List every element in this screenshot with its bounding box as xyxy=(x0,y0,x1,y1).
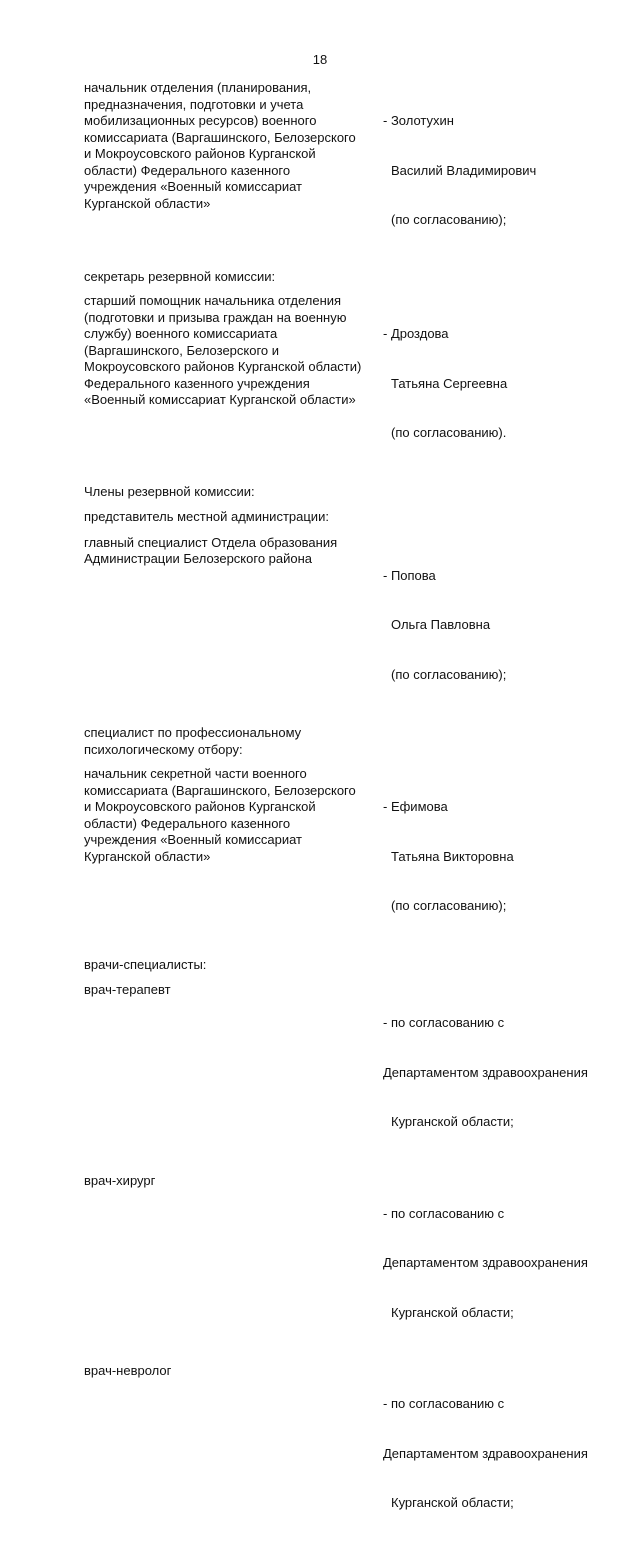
person-name xyxy=(383,535,506,717)
member-entry xyxy=(84,80,614,262)
text-line: врач-невролог xyxy=(84,1363,172,1378)
text-line: Курганской области; xyxy=(391,1304,514,1320)
text-line: службу) военного комиссариата xyxy=(84,326,278,341)
text-line: (по согласованию). xyxy=(391,425,507,440)
text-line: «Военный комиссариат Курганской области» xyxy=(84,392,356,407)
text-line: Татьяна Сергеевна xyxy=(391,375,508,391)
text-line: начальник секретной части военного xyxy=(84,766,307,781)
document-body xyxy=(84,80,614,1545)
member-entry xyxy=(84,293,614,475)
position-description xyxy=(84,1363,383,1545)
text-line: - по согласованию с xyxy=(383,1015,505,1030)
section-heading: врачи-специалисты: xyxy=(84,956,207,972)
page-number: 18 xyxy=(312,52,328,67)
position-description xyxy=(84,766,383,948)
text-line: Мокроусовского районов Курганской области) xyxy=(84,359,362,374)
member-entry xyxy=(84,1363,614,1545)
section-heading xyxy=(84,725,614,758)
text-line: Ольга Павловна xyxy=(391,617,491,632)
position-description xyxy=(84,982,383,1164)
member-entry xyxy=(84,766,614,948)
text-line: учреждения «Военный комиссариат xyxy=(84,179,303,194)
text-line: - по согласованию с xyxy=(383,1396,505,1411)
text-line: Департаментом здравоохранения xyxy=(383,1445,588,1461)
text-line: Василий Владимирович xyxy=(391,162,537,178)
text-line: (по согласованию); xyxy=(391,666,507,682)
text-line: - Дроздова xyxy=(383,326,449,341)
text-line: - Ефимова xyxy=(383,799,448,814)
text-line: предназначения, подготовки и учета xyxy=(84,96,304,112)
text-line: Курганской области» xyxy=(84,848,211,864)
member-entry xyxy=(84,535,614,717)
text-line: врач-терапевт xyxy=(84,982,171,997)
text-line: специалист по профессиональному xyxy=(84,725,302,740)
text-line: (по согласованию); xyxy=(391,212,507,227)
text-line: - Золотухин xyxy=(383,113,454,128)
text-line: Курганской области» xyxy=(84,195,211,211)
text-line: области) Федерального казенного xyxy=(84,815,291,831)
text-line: Департаментом здравоохранения xyxy=(383,1064,588,1080)
section-heading: представитель местной администрации: xyxy=(84,509,329,524)
position-description xyxy=(84,293,383,475)
text-line: области) Федерального казенного xyxy=(84,162,291,178)
text-line: Курганской области; xyxy=(391,1495,514,1510)
member-entry xyxy=(84,1173,614,1355)
text-line: Администрации Белозерского района xyxy=(84,551,313,566)
text-line: и Мокроусовского районов Курганской xyxy=(84,799,316,814)
text-line: учреждения «Военный комиссариат xyxy=(84,832,303,847)
agreement-note xyxy=(383,1173,588,1355)
text-line: главный специалист Отдела образования xyxy=(84,534,338,550)
text-line: Департаментом здравоохранения xyxy=(383,1255,588,1270)
text-line: начальник отделения (планирования, xyxy=(84,80,312,95)
section-heading: секретарь резервной комиссии: xyxy=(84,268,276,284)
text-line: Курганской области; xyxy=(391,1114,514,1129)
section-heading: Члены резервной комиссии: xyxy=(84,483,255,499)
position-description xyxy=(84,535,383,717)
text-line: (по согласованию); xyxy=(391,898,507,913)
text-line: Федерального казенного учреждения xyxy=(84,375,310,391)
person-name xyxy=(383,80,536,262)
text-line: - по согласованию с xyxy=(383,1205,505,1221)
person-name xyxy=(383,766,514,948)
text-line: комиссариата (Варгашинского, Белозерского xyxy=(84,129,356,145)
text-line: психологическому отбору: xyxy=(84,741,243,757)
agreement-note xyxy=(383,1363,588,1545)
text-line: мобилизационных ресурсов) военного xyxy=(84,113,317,128)
text-line: старший помощник начальника отделения xyxy=(84,293,342,308)
text-line: Татьяна Викторовна xyxy=(391,848,514,864)
text-line: (Варгашинского, Белозерского и xyxy=(84,342,280,358)
agreement-note xyxy=(383,982,588,1164)
text-line: (подготовки и призыва граждан на военную xyxy=(84,309,347,325)
position-description xyxy=(84,1173,383,1355)
position-description xyxy=(84,80,383,262)
member-entry xyxy=(84,982,614,1164)
text-line: врач-хирург xyxy=(84,1172,156,1188)
person-name xyxy=(383,293,507,475)
text-line: - Попова xyxy=(383,567,436,583)
text-line: и Мокроусовского районов Курганской xyxy=(84,146,316,161)
text-line: комиссариата (Варгашинского, Белозерского xyxy=(84,782,356,798)
